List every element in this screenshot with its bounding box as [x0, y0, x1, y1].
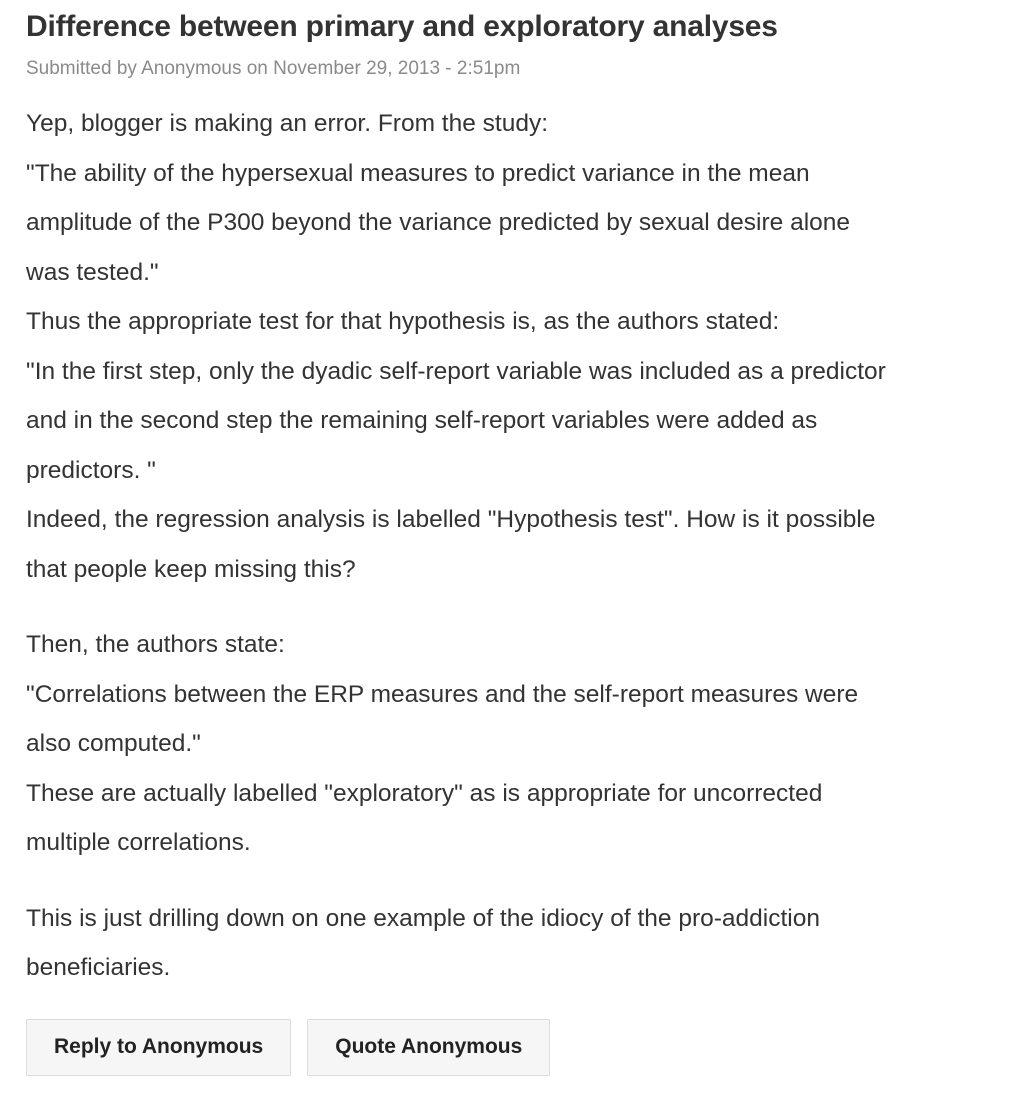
comment-line: that people keep missing this?	[26, 555, 356, 583]
comment-paragraph	[26, 620, 1007, 868]
comment-title: Difference between primary and exploratory analyses	[26, 10, 778, 43]
reply-button[interactable]: Reply to Anonymous	[26, 1019, 291, 1076]
comment-line: amplitude of the P300 beyond the variance predicted by sexual desire alone	[26, 209, 851, 236]
comment-paragraph	[26, 99, 1007, 594]
comment-line: also computed."	[26, 730, 201, 757]
comment-actions	[26, 1019, 1007, 1076]
comment-line: was tested."	[26, 258, 159, 286]
comment-line: and in the second step the remaining self-report variables were added as	[26, 407, 818, 434]
comment-line: predictors. "	[26, 456, 156, 484]
comment-line: "The ability of the hypersexual measures to predict variance in the mean	[26, 159, 810, 187]
comment-line: These are actually labelled "exploratory" as is appropriate for uncorrected	[26, 779, 823, 807]
submitted-info: Submitted by Anonymous on November 29, 2013 - 2:51pm	[26, 58, 521, 79]
comment-line: "Correlations between the ERP measures and the self-report measures were	[26, 680, 859, 708]
comment-line: multiple correlations.	[26, 829, 251, 856]
quote-button[interactable]: Quote Anonymous	[307, 1019, 550, 1076]
comment-line: Then, the authors state:	[26, 631, 285, 658]
comment-line: Indeed, the regression analysis is labelled "Hypothesis test". How is it possible	[26, 506, 876, 533]
comment-line: "In the first step, only the dyadic self-report variable was included as a predictor	[26, 357, 886, 385]
comment-paragraph	[26, 894, 1007, 993]
comment-line: This is just drilling down on one example of the idiocy of the pro-addiction	[26, 904, 820, 932]
comment-line: Thus the appropriate test for that hypothesis is, as the authors stated:	[26, 308, 780, 335]
comment-line: beneficiaries.	[26, 954, 171, 981]
comment-body	[26, 99, 1007, 993]
comment-line: Yep, blogger is making an error. From the study:	[26, 110, 549, 137]
